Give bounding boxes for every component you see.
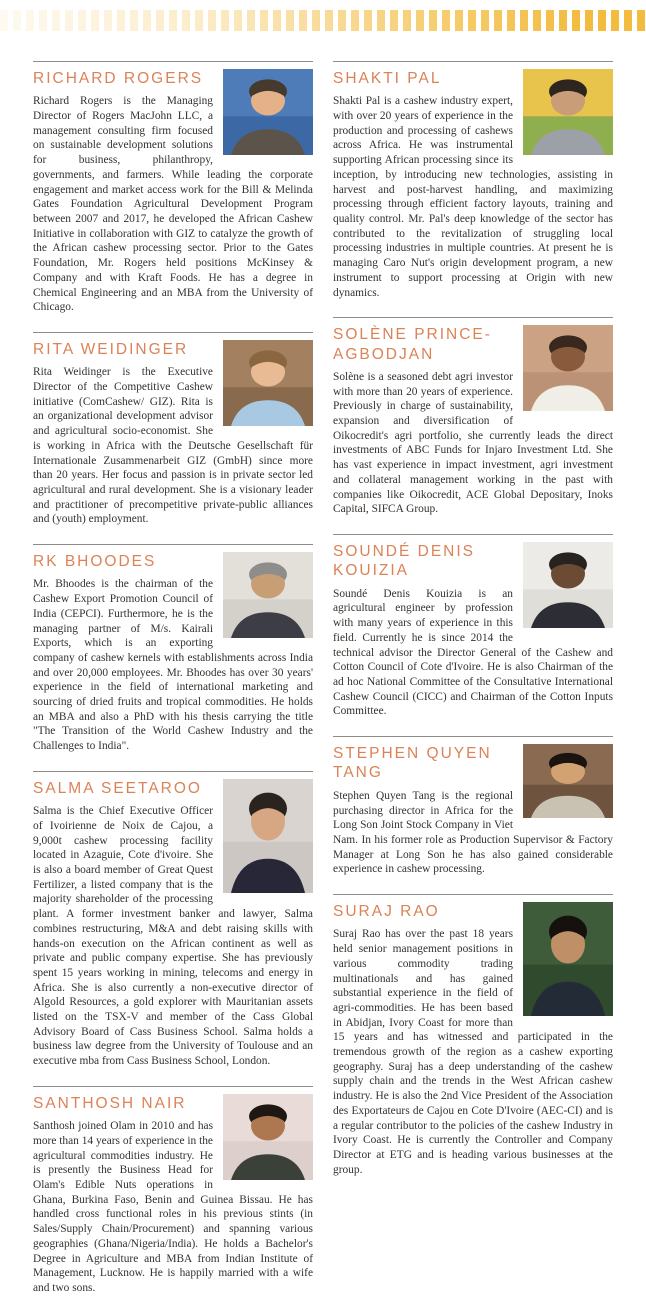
person-bio: Santhosh joined Olam in 2010 and has more than 14 years of experience in the agricultural commodities industry. He is presently the Business Head for Olam's Edible Nuts operations in Ghana, Burkina Faso, Benin and Guinea Bissau. He has handled cross functional roles in his previous stints (in Sales/Supply Chain/Procurement) and spanning various geographies (Ghana/Nigeria/India). He holds a Bachelor's Degree in Agriculture and MBA from Indian Institute of Management, Lucknow. He is happily married with a wife and two sons. <box>33 1120 313 1294</box>
right-column <box>333 61 613 1313</box>
person-name: SALMA SEETAROO <box>33 779 202 797</box>
bio-sounde-denis-kouizia <box>333 534 613 719</box>
bio-santhosh-nair <box>33 1086 313 1296</box>
person-name: RITA WEIDINGER <box>33 340 189 358</box>
rita-weidinger-photo <box>223 340 313 426</box>
person-name: SANTHOSH NAIR <box>33 1094 187 1112</box>
stephen-quyen-tang-photo <box>523 744 613 818</box>
person-bio: Stephen Quyen Tang is the regional purchasing director in Africa for the Long Son Joint Stock Company in Viet Nam. In his former role as Production Supervisor & Factory Manager at Long Son he has also gained considerable experience in cashew processing. <box>333 789 613 876</box>
sounde-denis-kouizia-photo <box>523 542 613 628</box>
person-bio: Salma is the Chief Executive Officer of Ivoirienne de Noix de Cajou, a 9,000t cashew processing facility located in Azaguie, Cote d'ivoire. She is also a board member of Great Quest Fertilizer, a listed company that is the majority shareholder of the processing plant. A former investment banker and lawyer, Salma combines restructuring, M&A and debt raising skills with hands-on execution on the African continent as well as private and public company expertise. She has previously spent 15 years working in mining, telecoms and energy in Africa. She is also currently a non-executive director of Algold Resources, a gold explorer with Mauritanian assets listed on the TSX-V and member of the Cass Global Advisory Board of Cass Business School. Salma holds a business law degree from the University of Toulouse and an executive mba from Cass Business School, London. <box>33 805 313 1068</box>
bio-rk-bhoodes <box>33 544 313 754</box>
person-bio: Soundé Denis Kouizia is an agricultural engineer by profession with many years of experience in this field. Currently he is since 2014 the technical advisor the Director General of the Cashew and Cotton Council of Cote d'Ivoire. He is also Chairman of the ad hoc National Committee of the Consultative International Cashew Council (CICC) and Chairman of the Cotton Inputs Committee. <box>333 587 613 718</box>
bio-suraj-rao <box>333 894 613 1177</box>
salma-seetaroo-photo <box>223 779 313 893</box>
bio-salma-seetaroo <box>33 771 313 1069</box>
bio-stephen-quyen-tang <box>333 736 613 877</box>
person-name: SOUNDÉ DENIS KOUIZIA <box>333 543 475 580</box>
solene-prince-agbodjan-photo <box>523 325 613 411</box>
shakti-pal-photo <box>523 69 613 155</box>
santhosh-nair-photo <box>223 1094 313 1180</box>
person-bio: Mr. Bhoodes is the chairman of the Cashew Export Promotion Council of India (CEPCI). Furthermore, he is the managing partner of M/s. Kairali Exports, which is an exporting company of cashew kernels with establishments across India and over 20,000 employees. Mr. Bhoodes has over 30 years' experience in the field of international marketing and sourcing of dried fruits and tropical commodities. He holds an MBA and also a PhD with his thesis carrying the title "The Transition of the World Cashew Industry and the Challenges to India". <box>33 578 313 753</box>
person-name: RK BHOODES <box>33 553 157 571</box>
person-bio: Suraj Rao has over the past 18 years held senior management positions in various commodity trading multinationals and has gained substantial experience in the field of agri-commodities. He has been based in Abidjan, Ivory Coast for more than 15 years and has witnessed and participated in the tremendous growth of the region as a cashew exporting geography. Suraj has a deep understanding of the cashew supply chain and the trends in the West African cashew industry. He is also the 2nd Vice President of the Association des Exportateurs de Cajou en Cote D'Ivoire (AEC-CI) and is a regular contributor to the policies of the cashew Industry in Ivory Coast. He is currently the Controller and Company Director at ETG and is heading various businesses at the group. <box>333 928 613 1176</box>
bio-solene-prince-agbodjan <box>333 317 613 517</box>
bios-page <box>0 31 646 1313</box>
bio-richard-rogers <box>33 61 313 315</box>
person-bio: Shakti Pal is a cashew industry expert, with over 20 years of experience in the production and processing of cashews across Africa. He was instrumental supporting African processing since its inception, by introducing new technologies, assisting in harvest and post-harvest handling, and maximizing processing through efficient factory layouts, training and quality control. Mr. Pal's deep knowledge of the sector has contributed to the revitalization of struggling local processing industries in multiple countries. At present he is managing Caro Nut's origin development program, a new instrument to support processing at Origin with new dynamics. <box>333 95 613 299</box>
suraj-rao-photo <box>523 902 613 1016</box>
person-name: SURAJ RAO <box>333 903 440 921</box>
decorative-striped-border <box>0 10 646 31</box>
left-column <box>33 61 313 1313</box>
person-name: STEPHEN QUYEN TANG <box>333 745 492 782</box>
bio-shakti-pal <box>333 61 613 300</box>
rk-bhoodes-photo <box>223 552 313 638</box>
richard-rogers-photo <box>223 69 313 155</box>
person-name: SOLÈNE PRINCE-AGBODJAN <box>333 326 492 363</box>
person-name: RICHARD ROGERS <box>33 70 204 87</box>
person-name: SHAKTI PAL <box>333 70 442 87</box>
bio-rita-weidinger <box>33 332 313 527</box>
person-bio: Rita Weidinger is the Executive Director of the Competitive Cashew initiative (ComCashew/ GIZ). Rita is an organizational development advisor and agricultural socio-economist. She is working in Africa with the Deutsche Gesellschaft für Internationale Zusammenarbeit GIZ (GmbH) since more than 20 years. Her focus and passion is in private sector led agricultural and rural development. She is a visionary leader and practitioner of precompetitive private-public alliances and (youth) employment. <box>33 366 313 526</box>
person-bio: Solène is a seasoned debt agri investor with more than 20 years of experience. Previously in charge of sustainability, expansion and diversification of Oikocredit's agri portfolio, she currently leads the direct investments of ABC Funds for Injaro Investment Ltd. She has vast experience in impact investment, agri investment and collateral management working in the past with companies like Oikocredit, ACE Global Depositary, Inoks Capital, SIFCA Group. <box>333 370 613 516</box>
person-bio: Richard Rogers is the Managing Director of Rogers MacJohn LLC, a management consulting firm focused on sustainable development solutions for business, philanthropy, governments, and farmers. While leading the corporate engagement and market access work for the Bill & Melinda Gates Foundation Agricultural Development Program between 2007 and 2017, he developed the African Cashew Initiative in collaboration with GIZ to catalyze the growth of the African cashew processing sector. Prior to the Gates Foundation, Mr. Rogers held positions McKinsey & Company and with Kraft Foods. He has a degree in Chemical Engineering and an MBA from the University of Chicago. <box>33 95 313 314</box>
